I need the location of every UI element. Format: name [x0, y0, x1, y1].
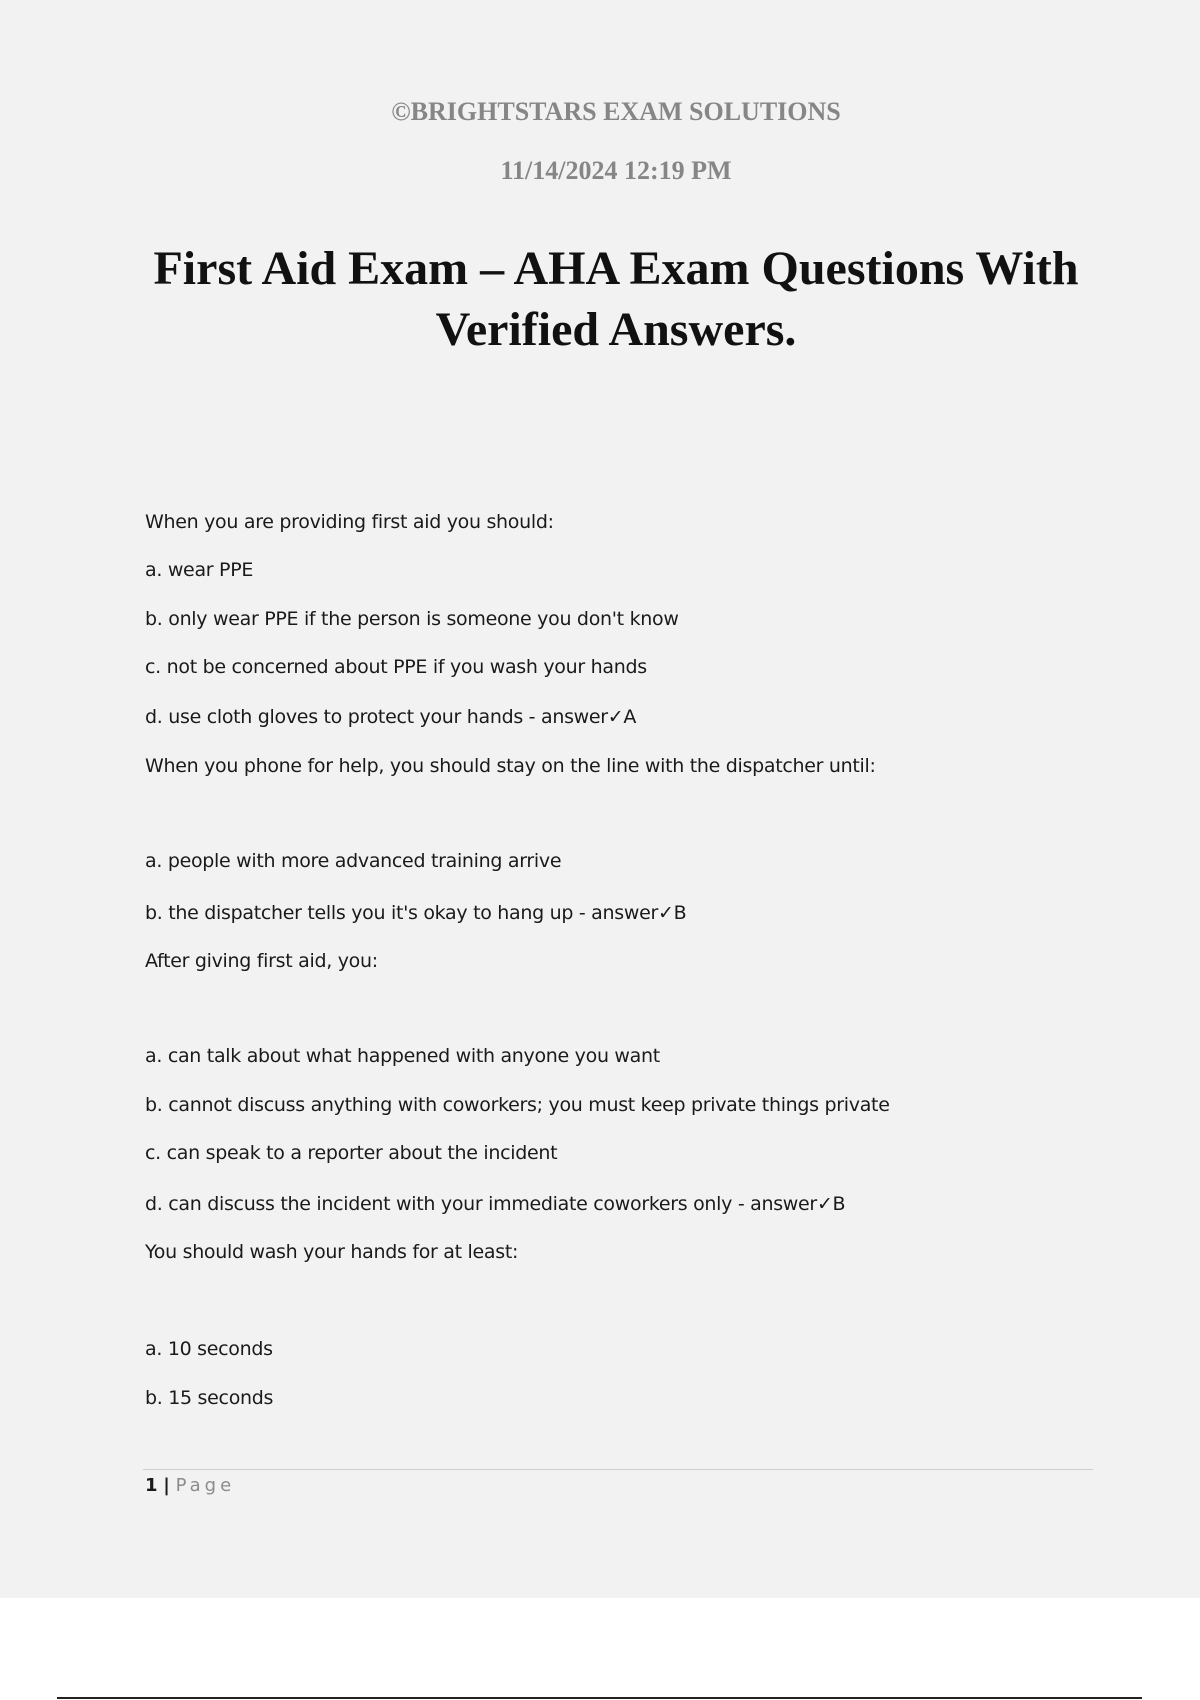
document-title — [0, 238, 1200, 360]
page-label: Page — [175, 1475, 236, 1496]
answer-option: b. 15 seconds — [145, 1387, 274, 1409]
footer-divider — [143, 1469, 1093, 1470]
page-number: 1 — [145, 1475, 158, 1496]
question-text: After giving first aid, you: — [145, 950, 378, 972]
answer-option: a. can talk about what happened with anyone you want — [145, 1045, 660, 1067]
footer-separator: | — [163, 1475, 170, 1496]
question-text: When you are providing first aid you should: — [145, 511, 554, 533]
timestamp-header: 11/14/2024 12:19 PM — [500, 156, 732, 185]
question-text: You should wash your hands for at least: — [145, 1241, 519, 1263]
answer-option-with-key: b. the dispatcher tells you it's okay to hang up - answer✓B — [145, 902, 687, 924]
question-text: When you phone for help, you should stay on the line with the dispatcher until: — [145, 755, 876, 777]
answer-option: a. people with more advanced training arrive — [145, 850, 562, 872]
answer-option: b. only wear PPE if the person is someone you don't know — [145, 608, 679, 630]
answer-option-with-key: d. use cloth gloves to protect your hands - answer✓A — [145, 706, 637, 728]
copyright-header: ©BRIGHTSTARS EXAM SOLUTIONS — [391, 97, 841, 126]
document-title-line-1: First Aid Exam – AHA Exam Questions With — [153, 242, 1079, 295]
answer-option: a. 10 seconds — [145, 1338, 273, 1360]
answer-option: c. not be concerned about PPE if you wash your hands — [145, 656, 647, 678]
page-bottom-divider — [57, 1697, 1142, 1699]
answer-option: a. wear PPE — [145, 559, 254, 581]
document-title-line-2: Verified Answers. — [435, 303, 797, 356]
page-footer — [145, 1475, 235, 1496]
answer-option: b. cannot discuss anything with coworkers; you must keep private things private — [145, 1094, 890, 1116]
answer-option: c. can speak to a reporter about the incident — [145, 1142, 558, 1164]
answer-option-with-key: d. can discuss the incident with your immediate coworkers only - answer✓B — [145, 1193, 846, 1215]
